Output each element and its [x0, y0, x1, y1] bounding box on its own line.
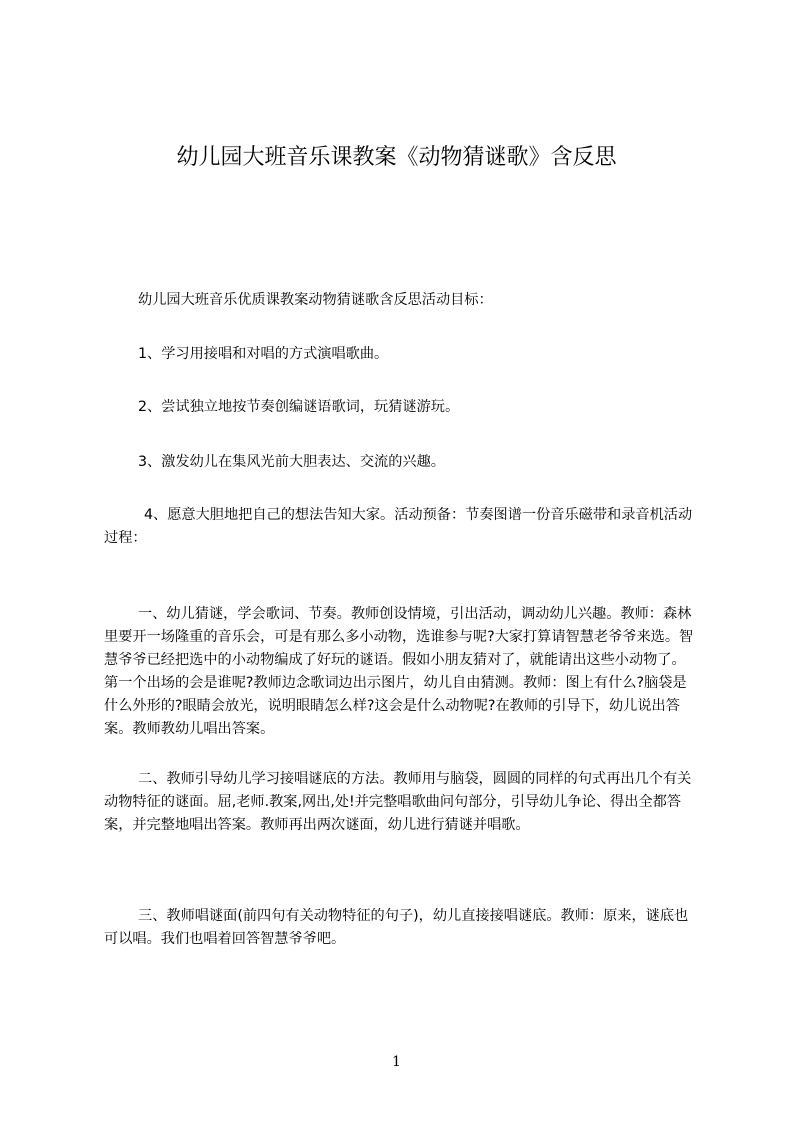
paragraph-goal-1: 1、学习用接唱和对唱的方式演唱歌曲。 [138, 346, 389, 362]
paragraph-step-3: 三、教师唱谜面(前四句有关动物特征的句子)，幼儿直接接唱谜底。教师：原来，谜底也可以唱。我们也唱着回答智慧爷爷吧。 [104, 908, 689, 947]
paragraph-step-2: 二、教师引导幼儿学习接唱谜底的方法。教师用与脑袋，圆圆的同样的句式再出几个有关动物特征的谜面。屈,老师.教案,网出,处!并完整唱歌曲问句部分，引导幼儿争论、得出全都答案，并完整地唱出答案。教师再出两次谜面，幼儿进行猜谜并唱歌。 [104, 771, 692, 833]
paragraph-step-1: 一、幼儿猜谜，学会歌词、节奏。教师创设情境，引出活动，调动幼儿兴趣。教师：森林里要开一场隆重的音乐会，可是有那么多小动物，选谁参与呢?大家打算请智慧老爷爷来选。智慧爷爷已经把选中的小动物编成了好玩的谜语。假如小朋友猜对了，就能请出这些小动物了。第一个出场的会是谁呢?教师边念歌词边出示图片，幼儿自由猜测。教师：图上有什么?脑袋是什么外形的?眼睛会放光，说明眼睛怎么样?这会是什么动物呢?在教师的引导下，幼儿说出答案。教师教幼儿唱出答案。 [104, 606, 694, 737]
page-number: 1 [392, 1054, 401, 1070]
paragraph-intro: 幼儿园大班音乐优质课教案动物猜谜歌含反思活动目标： [138, 292, 493, 308]
paragraph-goal-3: 3、激发幼儿在集风光前大胆表达、交流的兴趣。 [138, 454, 445, 470]
paragraph-goal-2: 2、尝试独立地按节奏创编谜语歌词，玩猜谜游玩。 [138, 399, 460, 415]
document-title: 幼儿园大班音乐课教案《动物猜谜歌》含反思 [176, 145, 617, 170]
paragraph-goal-4-preparation: 4、愿意大胆地把自己的想法告知大家。活动预备：节奏图谱一份音乐磁带和录音机活动过程： [104, 507, 693, 546]
